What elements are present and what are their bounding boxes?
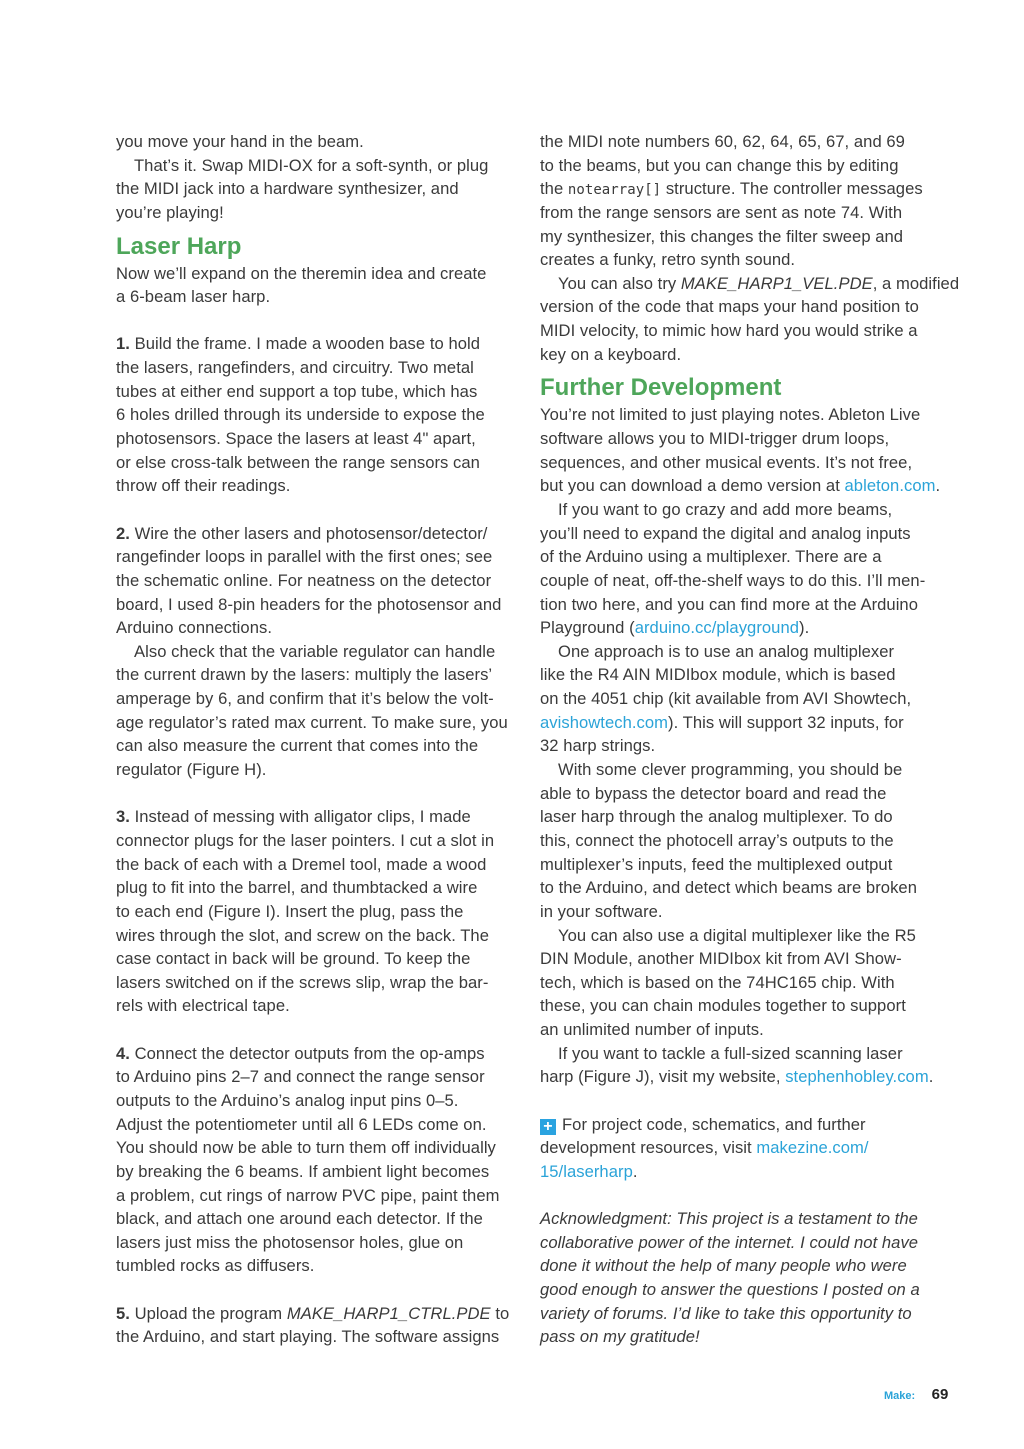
paragraph	[540, 924, 960, 1042]
text-line: to Arduino pins 2–7 and connect the range sensor	[116, 1067, 485, 1087]
text-line: black, and attach one around each detector. If the	[116, 1209, 483, 1229]
step-number: 3.	[116, 807, 130, 827]
text-line: the lasers, rangefinders, and circuitry. Two metal	[116, 358, 474, 378]
text-line: can also measure the current that comes into the	[116, 736, 479, 756]
text-line: 2. Wire the other lasers and photosensor/detector/	[116, 523, 488, 543]
text-line: tumbled rocks as diffusers.	[116, 1256, 315, 1276]
text-line: version of the code that maps your hand position to	[540, 297, 919, 317]
link[interactable]: 15/laserharp	[540, 1161, 633, 1181]
paragraph	[540, 403, 960, 498]
text-line: the MIDI jack into a hardware synthesizer, and	[116, 179, 459, 199]
text-line: this, connect the photocell array’s outputs to the	[540, 830, 894, 850]
text-line: development resources, visit makezine.com/	[540, 1138, 869, 1158]
text-line: of the Arduino using a multiplexer. There are a	[540, 547, 882, 567]
text-line: That’s it. Swap MIDI-OX for a soft-synth, or plug	[134, 155, 489, 175]
text-line: 15/laserharp.	[540, 1161, 638, 1181]
paragraph	[116, 262, 526, 309]
page-footer	[884, 1386, 948, 1404]
text-line: throw off their readings.	[116, 476, 291, 496]
text-line: You’re not limited to just playing notes. Ableton Live	[540, 405, 921, 425]
text-line: connector plugs for the laser pointers. I cut a slot in	[116, 830, 495, 850]
text-line: the schematic online. For neatness on the detector	[116, 570, 492, 590]
paragraph	[116, 130, 526, 154]
text-line: case contact in back will be ground. To keep the	[116, 949, 471, 969]
text-line: the current drawn by the lasers: multiply the lasers’	[116, 665, 493, 685]
make-logo: Make:	[884, 1390, 916, 1402]
text-line: creates a funky, retro synth sound.	[540, 250, 796, 270]
text-line: lasers switched on if the screws slip, wrap the bar-	[116, 972, 489, 992]
paragraph	[540, 498, 960, 640]
text-line: If you want to tackle a full-sized scanning laser	[558, 1043, 903, 1063]
link[interactable]: arduino.cc/playground	[634, 618, 800, 638]
text-line: You can also use a digital multiplexer like the R5	[558, 925, 916, 945]
link[interactable]: stephenhobley.com	[785, 1067, 929, 1087]
text-line: sequences, and other musical events. It’s not free,	[540, 452, 913, 472]
paragraph	[540, 130, 960, 272]
text-line: the MIDI note numbers 60, 62, 64, 65, 67, and 69	[540, 132, 905, 151]
filename: MAKE_HARP1_CTRL.PDE	[286, 1303, 491, 1323]
text-line: collaborative power of the internet. I could not have	[540, 1232, 919, 1252]
text-line: With some clever programming, you should be	[558, 760, 903, 780]
text-line: lasers just miss the photosensor holes, glue on	[116, 1232, 464, 1252]
text-line: You should now be able to turn them off individually	[116, 1138, 496, 1158]
text-line: tubes at either end support a top tube, which has	[116, 381, 478, 401]
text-line: Adjust the potentiometer until all 6 LEDs come on.	[116, 1114, 487, 1134]
text-line: rangefinder loops in parallel with the first ones; see	[116, 547, 493, 567]
paragraph	[540, 1207, 960, 1349]
text-line: regulator (Figure H).	[116, 760, 267, 780]
text-line: in your software.	[540, 901, 663, 921]
text-line: a problem, cut rings of narrow PVC pipe, paint them	[116, 1185, 500, 1205]
text-line: 4. Connect the detector outputs from the op-amps	[116, 1043, 485, 1063]
text-line: 32 harp strings.	[540, 736, 656, 756]
section-heading: Laser Harp	[116, 232, 242, 260]
text-line: the notearray[] structure. The controller messages	[540, 179, 923, 199]
text-line: plug to fit into the barrel, and thumbtacked a wire	[116, 878, 478, 898]
paragraph	[116, 1042, 526, 1278]
text-line: harp (Figure J), visit my website, stephenhobley.com.	[540, 1067, 934, 1087]
text-line: amperage by 6, and confirm that it’s below the volt-	[116, 689, 494, 709]
right-column	[540, 130, 960, 1349]
text-line: Arduino connections.	[116, 618, 272, 638]
text-line: laser harp through the analog multiplexer. To do	[540, 807, 893, 827]
text-line: 6 holes drilled through its underside to expose the	[116, 405, 485, 425]
text-line: If you want to go crazy and add more beams,	[558, 499, 893, 519]
paragraph	[116, 640, 526, 782]
text-line: you move your hand in the beam.	[116, 132, 364, 151]
text-line: DIN Module, another MIDIbox kit from AVI Show-	[540, 949, 902, 969]
text-line: done it without the help of many people who were	[540, 1256, 907, 1276]
text-line: Playground (arduino.cc/playground).	[540, 618, 810, 638]
paragraph	[116, 332, 526, 497]
paragraph	[540, 272, 960, 367]
paragraph	[116, 1302, 526, 1349]
text-line: from the range sensors are sent as note 74. With	[540, 202, 903, 222]
text-line: tion two here, and you can find more at the Arduino	[540, 594, 918, 614]
paragraph	[540, 640, 960, 758]
text-line: Also check that the variable regulator can handle	[134, 641, 496, 661]
text-line: wires through the slot, and screw on the back. The	[116, 925, 489, 945]
text-line: pass on my gratitude!	[540, 1327, 700, 1347]
paragraph	[540, 1113, 960, 1184]
text-line: able to bypass the detector board and read the	[540, 783, 887, 803]
text-line: board, I used 8-pin headers for the photosensor and	[116, 594, 502, 614]
section-heading: Further Development	[540, 374, 782, 402]
text-line: MIDI velocity, to mimic how hard you would strike a	[540, 321, 918, 341]
text-line: to the Arduino, and detect which beams are broken	[540, 878, 917, 898]
text-line: 1. Build the frame. I made a wooden base to hold	[116, 334, 481, 354]
plus-icon: +	[540, 1119, 556, 1135]
text-line: but you can download a demo version at ableton.com.	[540, 476, 941, 496]
paragraph	[540, 1042, 960, 1089]
text-line: Now we’ll expand on the theremin idea and create	[116, 263, 487, 283]
text-line: age regulator’s rated max current. To make sure, you	[116, 712, 508, 732]
text-line: the back of each with a Dremel tool, made a wood	[116, 854, 487, 874]
text-line: 5. Upload the program MAKE_HARP1_CTRL.PDE to	[116, 1303, 510, 1323]
text-line: tech, which is based on the 74HC165 chip. With	[540, 972, 895, 992]
text-line: you’ll need to expand the digital and analog inputs	[540, 523, 911, 543]
text-line: + For project code, schematics, and further	[540, 1113, 960, 1137]
step-number: 5.	[116, 1303, 130, 1323]
page-number: 69	[931, 1386, 949, 1403]
text-line: good enough to answer the questions I posted on a	[540, 1280, 920, 1300]
code-text: notearray[]	[567, 182, 662, 199]
step-number: 1.	[116, 334, 130, 354]
left-column	[116, 130, 526, 1349]
text-line: these, you can chain modules together to support	[540, 996, 906, 1016]
text-line: key on a keyboard.	[540, 344, 682, 364]
text-line: variety of forums. I’d like to take this opportunity to	[540, 1303, 912, 1323]
text-line: you’re playing!	[116, 202, 224, 222]
text-line: One approach is to use an analog multiplexer	[558, 641, 895, 661]
text-line: Acknowledgment: This project is a testament to the	[540, 1209, 918, 1229]
text-line: on the 4051 chip (kit available from AVI Showtech,	[540, 689, 912, 709]
text-line: an unlimited number of inputs.	[540, 1020, 764, 1040]
text-line: or else cross-talk between the range sensors can	[116, 452, 480, 472]
text-line: by breaking the 6 beams. If ambient light becomes	[116, 1161, 490, 1181]
text-line: You can also try MAKE_HARP1_VEL.PDE, a modified	[558, 273, 960, 293]
paragraph	[540, 758, 960, 923]
text-line: like the R4 AIN MIDIbox module, which is based	[540, 665, 896, 685]
step-number: 2.	[116, 523, 130, 543]
text-line: 3. Instead of messing with alligator clips, I made	[116, 807, 471, 827]
text-line: a 6-beam laser harp.	[116, 287, 271, 307]
paragraph	[116, 805, 526, 1018]
text-line: photosensors. Space the lasers at least 4" apart,	[116, 429, 476, 449]
text-line: to each end (Figure I). Insert the plug, pass the	[116, 901, 464, 921]
link[interactable]: ableton.com	[844, 476, 936, 496]
link[interactable]: avishowtech.com	[540, 712, 669, 732]
text-line: avishowtech.com). This will support 32 inputs, for	[540, 712, 904, 732]
step-number: 4.	[116, 1043, 130, 1063]
text-line: couple of neat, off-the-shelf ways to do this. I’ll men-	[540, 570, 926, 590]
text-line: my synthesizer, this changes the filter sweep and	[540, 226, 904, 246]
text-line: multiplexer’s inputs, feed the multiplexed output	[540, 854, 893, 874]
filename: MAKE_HARP1_VEL.PDE	[680, 273, 873, 293]
link[interactable]: makezine.com/	[756, 1138, 869, 1158]
paragraph	[116, 154, 526, 225]
text-line: software allows you to MIDI-trigger drum loops,	[540, 429, 890, 449]
paragraph	[116, 522, 526, 640]
text-line: the Arduino, and start playing. The software assigns	[116, 1327, 500, 1347]
text-line: rels with electrical tape.	[116, 996, 290, 1016]
text-line: to the beams, but you can change this by editing	[540, 155, 899, 175]
text-line: outputs to the Arduino’s analog input pins 0–5.	[116, 1090, 459, 1110]
